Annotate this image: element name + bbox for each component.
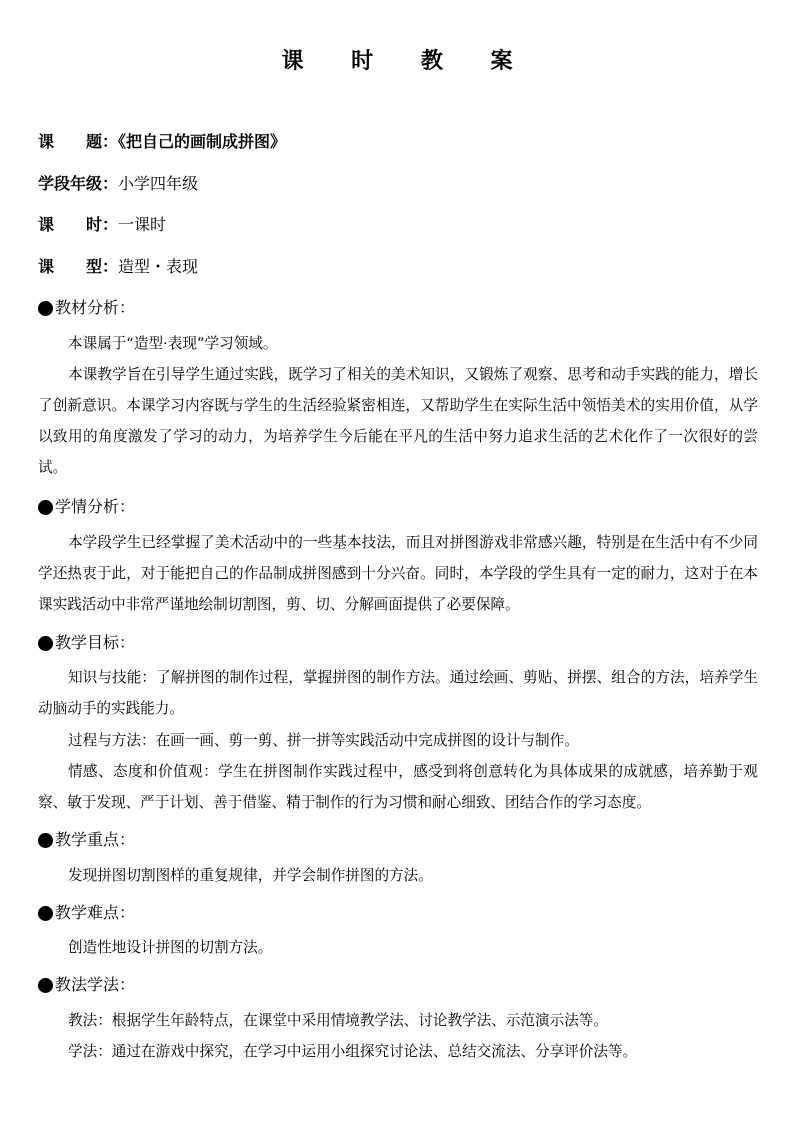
meta-periods <box>38 214 166 236</box>
meta-topic <box>38 131 286 153</box>
meta-grade <box>38 173 198 195</box>
page-title: 课 时 教 案 <box>281 49 533 74</box>
section-heading-goals: 教学目标： <box>38 632 135 654</box>
paragraph: 过程与方法：在画一画、剪一剪、拼一拼等实践活动中完成拼图的设计与制作。 <box>68 732 579 749</box>
bullet-icon <box>38 978 53 993</box>
bullet-icon <box>38 301 53 316</box>
meta-type <box>38 256 198 278</box>
section-heading-learner: 学情分析： <box>38 496 135 518</box>
paragraph: 发现拼图切割图样的重复规律，并学会制作拼图的方法。 <box>68 867 433 884</box>
bullet-icon <box>38 636 53 651</box>
paragraph: 知识与技能：了解拼图的制作过程，掌握拼图的制作方法。通过绘画、剪贴、拼摆、组合的方法，培养学生动脑动手的实践能力。 <box>38 669 758 717</box>
meta-value: 造型・表现 <box>118 257 199 276</box>
meta-label: 学段年级： <box>38 174 119 193</box>
paragraph: 教法：根据学生年龄特点，在课堂中采用情境教学法、讨论教学法、示范演示法等。 <box>68 1012 608 1029</box>
paragraph: 本课教学旨在引导学生通过实践，既学习了相关的美术知识，又锻炼了观察、思考和动手实践的能力，增长了创新意识。本课学习内容既与学生的生活经验紧密相连，又帮助学生在实际生活中领悟美术的实用价值，从学以致用的角度激发了学习的动力，为培养学生今后能在平凡的生活中努力追求生活的艺术化作了一次很好的尝试。 <box>38 366 758 476</box>
paragraph: 情感、态度和价值观：学生在拼图制作实践过程中，感受到将创意转化为具体成果的成就感，培养勤于观察、敏于发现、严于计划、善于借鉴、精于制作的行为习惯和耐心细致、团结合作的学习态度。 <box>38 763 758 811</box>
paragraph: 本学段学生已经掌握了美术活动中的一些基本技法，而且对拼图游戏非常感兴趣，特别是在生活中有不少同学还热衷于此，对于能把自己的作品制成拼图感到十分兴奋。同时，本学段的学生具有一定的耐力，这对于在本课实践活动中非常严谨地绘制切割图，剪、切、分解画面提供了必要保障。 <box>38 534 758 613</box>
meta-value: 小学四年级 <box>118 174 199 193</box>
section-heading-difficulties: 教学难点： <box>38 902 135 924</box>
meta-label: 课 时： <box>38 215 119 234</box>
meta-value: 一课时 <box>118 215 167 234</box>
meta-value: 《把自己的画制成拼图》 <box>118 132 287 151</box>
paragraph: 创造性地设计拼图的切割方法。 <box>68 939 273 956</box>
bullet-icon <box>38 833 53 848</box>
meta-label: 课 型： <box>38 257 119 276</box>
section-heading-methods: 教法学法： <box>38 974 135 996</box>
section-heading-key-points: 教学重点： <box>38 829 135 851</box>
meta-label: 课 题： <box>38 132 119 151</box>
bullet-icon <box>38 906 53 921</box>
section-heading-material: 教材分析： <box>38 297 135 319</box>
paragraph: 学法：通过在游戏中探究，在学习中运用小组探究讨论法、总结交流法、分享评价法等。 <box>68 1043 638 1060</box>
paragraph: 本课属于“造型·表现”学习领域。 <box>68 335 278 352</box>
bullet-icon <box>38 500 53 515</box>
